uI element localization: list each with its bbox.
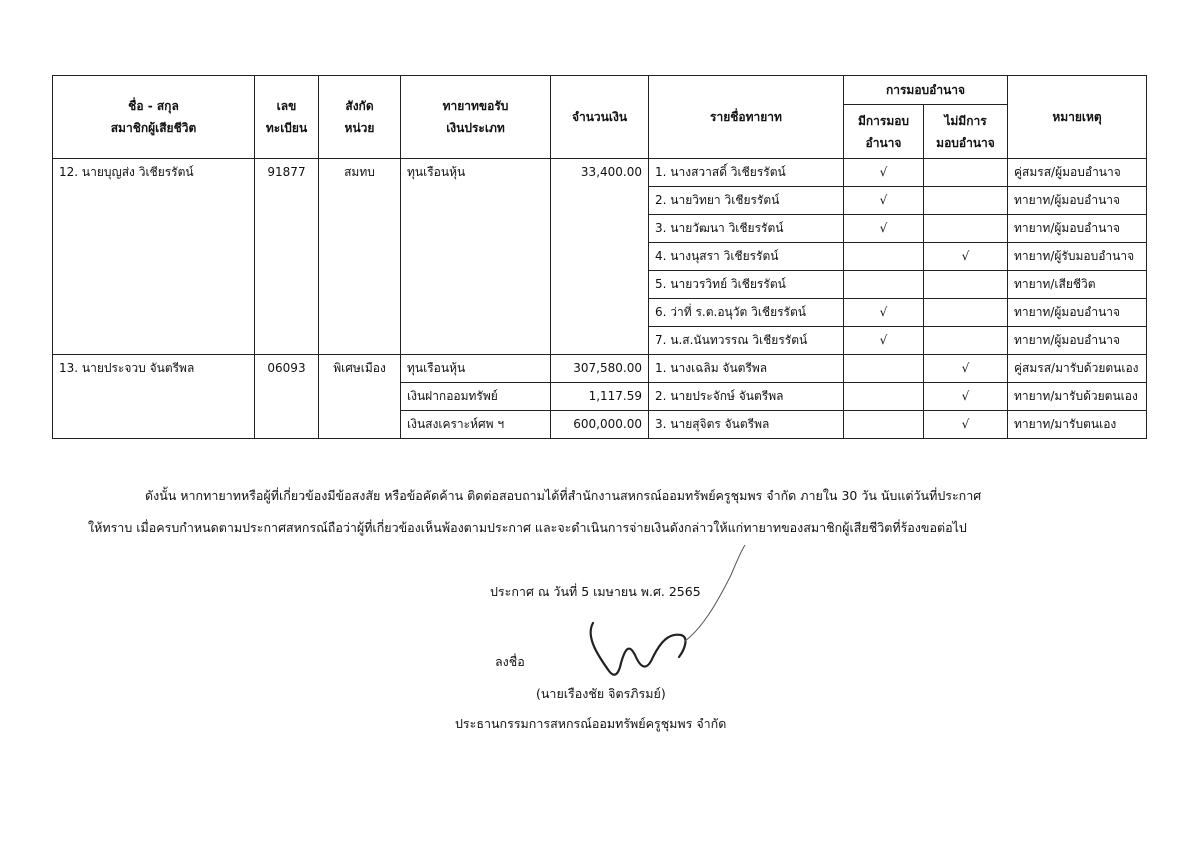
heir-name: 1. นางเฉลิม จันตรีพล bbox=[649, 355, 844, 383]
heir-name: 5. นายวรวิทย์ วิเชียรรัตน์ bbox=[649, 271, 844, 299]
claim-type: เงินสงเคราะห์ศพ ฯ bbox=[401, 411, 551, 439]
signer-name: (นายเรืองชัย จิตรภิรมย์) bbox=[536, 686, 666, 701]
auth-no-mark bbox=[924, 299, 1008, 327]
remark: คู่สมรส/ผู้มอบอำนาจ bbox=[1008, 159, 1147, 187]
auth-no-mark bbox=[924, 327, 1008, 355]
remark: ทายาท/เสียชีวิต bbox=[1008, 271, 1147, 299]
member-unit: สมทบ bbox=[319, 159, 401, 355]
claim-type: เงินฝากออมทรัพย์ bbox=[401, 383, 551, 411]
auth-yes-mark: √ bbox=[844, 215, 924, 243]
member-reg: 91877 bbox=[255, 159, 319, 355]
table-header bbox=[53, 76, 1147, 159]
notice-line-1: ดังนั้น หากทายาทหรือผู้ที่เกี่ยวข้องมีข้อสงสัย หรือข้อคัดค้าน ติดต่อสอบถามได้ที่สำนักงานสหกรณ์ออมทรัพย์ครูชุมพร จำกัด ภายใน 30 วัน นับแต่วันที่ประกาศ bbox=[145, 488, 982, 503]
amount: 600,000.00 bbox=[551, 411, 649, 439]
table-body bbox=[53, 159, 1147, 439]
auth-yes-mark: √ bbox=[844, 327, 924, 355]
amount: 307,580.00 bbox=[551, 355, 649, 383]
heir-name: 1. นางสวาสดิ์ วิเชียรรัตน์ bbox=[649, 159, 844, 187]
auth-no-mark bbox=[924, 271, 1008, 299]
amount: 1,117.59 bbox=[551, 383, 649, 411]
auth-yes-mark bbox=[844, 355, 924, 383]
header-remark: หมายเหตุ bbox=[1008, 76, 1147, 159]
notice-line-2: ให้ทราบ เมื่อครบกำหนดตามประกาศสหกรณ์ถือว่าผู้ที่เกี่ยวข้องเห็นพ้องตามประกาศ และจะดำเนินการจ่ายเงินดังกล่าวให้แก่ทายาทของสมาชิกผู้เสียชีวิตที่ร้องขอต่อไป bbox=[88, 520, 967, 535]
table-row bbox=[53, 159, 1147, 187]
heir-name: 2. นายประจักษ์ จันตรีพล bbox=[649, 383, 844, 411]
auth-no-mark: √ bbox=[924, 383, 1008, 411]
announce-date: ประกาศ ณ วันที่ 5 เมษายน พ.ศ. 2565 bbox=[490, 584, 701, 599]
auth-yes-mark: √ bbox=[844, 159, 924, 187]
member-reg: 06093 bbox=[255, 355, 319, 439]
heir-name: 3. นายวัฒนา วิเชียรรัตน์ bbox=[649, 215, 844, 243]
remark: คู่สมรส/มารับด้วยตนเอง bbox=[1008, 355, 1147, 383]
auth-no-mark: √ bbox=[924, 243, 1008, 271]
remark: ทายาท/ผู้มอบอำนาจ bbox=[1008, 327, 1147, 355]
remark: ทายาท/ผู้มอบอำนาจ bbox=[1008, 187, 1147, 215]
heir-name: 4. นางนุสรา วิเชียรรัตน์ bbox=[649, 243, 844, 271]
auth-no-mark bbox=[924, 187, 1008, 215]
auth-yes-mark bbox=[844, 271, 924, 299]
remark: ทายาท/มารับตนเอง bbox=[1008, 411, 1147, 439]
member-name: 13. นายประจวบ จันตรีพล bbox=[53, 355, 255, 439]
header-heirs: รายชื่อทายาท bbox=[649, 76, 844, 159]
header-name: ชื่อ - สกุล สมาชิกผู้เสียชีวิต bbox=[53, 76, 255, 159]
heir-name: 7. น.ส.นันทวรรณ วิเชียรรัตน์ bbox=[649, 327, 844, 355]
auth-yes-mark bbox=[844, 383, 924, 411]
heir-name: 2. นายวิทยา วิเชียรรัตน์ bbox=[649, 187, 844, 215]
table-row bbox=[53, 355, 1147, 383]
signature-image bbox=[585, 545, 755, 685]
sign-label: ลงชื่อ bbox=[495, 654, 525, 669]
member-unit: พิเศษเมือง bbox=[319, 355, 401, 439]
auth-no-mark bbox=[924, 215, 1008, 243]
header-reg: เลข ทะเบียน bbox=[255, 76, 319, 159]
header-auth-no: ไม่มีการ มอบอำนาจ bbox=[924, 105, 1008, 159]
header-authority: การมอบอำนาจ bbox=[844, 76, 1008, 105]
signer-position: ประธานกรรมการสหกรณ์ออมทรัพย์ครูชุมพร จำกัด bbox=[455, 716, 727, 731]
amount: 33,400.00 bbox=[551, 159, 649, 355]
remark: ทายาท/ผู้มอบอำนาจ bbox=[1008, 215, 1147, 243]
auth-yes-mark: √ bbox=[844, 187, 924, 215]
header-amount: จำนวนเงิน bbox=[551, 76, 649, 159]
remark: ทายาท/มารับด้วยตนเอง bbox=[1008, 383, 1147, 411]
auth-yes-mark: √ bbox=[844, 299, 924, 327]
claim-type: ทุนเรือนหุ้น bbox=[401, 159, 551, 355]
member-name: 12. นายบุญส่ง วิเชียรรัตน์ bbox=[53, 159, 255, 355]
auth-no-mark: √ bbox=[924, 411, 1008, 439]
header-auth-yes: มีการมอบ อำนาจ bbox=[844, 105, 924, 159]
remark: ทายาท/ผู้มอบอำนาจ bbox=[1008, 299, 1147, 327]
auth-yes-mark bbox=[844, 243, 924, 271]
heir-name: 6. ว่าที่ ร.ต.อนุวัต วิเชียรรัตน์ bbox=[649, 299, 844, 327]
auth-no-mark: √ bbox=[924, 355, 1008, 383]
header-claim: ทายาทขอรับ เงินประเภท bbox=[401, 76, 551, 159]
heirs-table bbox=[52, 75, 1147, 439]
auth-no-mark bbox=[924, 159, 1008, 187]
heir-name: 3. นายสุจิตร จันตรีพล bbox=[649, 411, 844, 439]
header-unit: สังกัด หน่วย bbox=[319, 76, 401, 159]
auth-yes-mark bbox=[844, 411, 924, 439]
claim-type: ทุนเรือนหุ้น bbox=[401, 355, 551, 383]
remark: ทายาท/ผู้รับมอบอำนาจ bbox=[1008, 243, 1147, 271]
